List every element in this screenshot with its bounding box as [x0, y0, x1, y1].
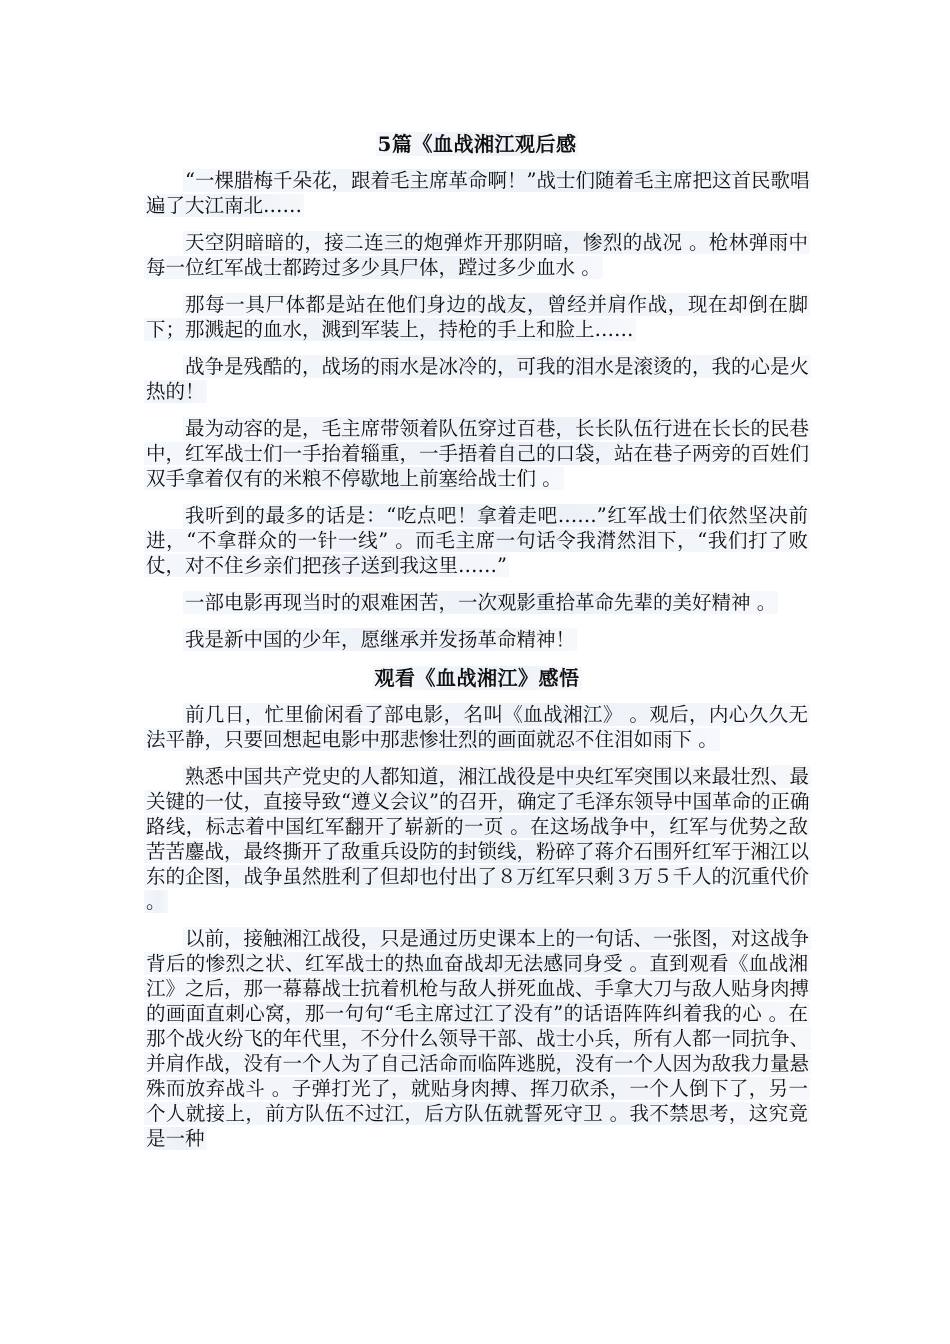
paragraph: 最为动容的是，毛主席带领着队伍穿过百巷，长长队伍行进在长长的民巷中，红军战士们一手抬着辎重，一手捂着自己的口袋，站在巷子两旁的百姓们双手拿着仅有的米粮不停歇地上前塞给战士们 。 [146, 417, 810, 490]
paragraph: “一棵腊梅千朵花，跟着毛主席革命啊！”战士们随着毛主席把这首民歌唱遍了大江南北…… [146, 169, 810, 217]
section-heading: 观看《血战湘江》感悟 [374, 666, 580, 690]
paragraph: 一部电影再现当时的艰难困苦，一次观影重拾革命先辈的美好精神 。 [185, 591, 777, 614]
paragraph: 以前，接触湘江战役，只是通过历史课本上的一句话、一张图，对这战争背后的惨烈之状、红军战士的热血奋战却无法感同身受 。直到观看《血战湘江》之后，那一幕幕战士抗着机枪与敌人拼死血战、手拿大刀与敌人贴身肉搏的画面直刺心窝，那一句句“毛主席过江了没有”的话语阵阵纠着我的心 。在那个战火纷飞的年代里，不分什么领导干部、战士小兵，所有人都一同抗争、并肩作战，没有一个人为了自己活命而临阵逃脱，没有一个人因为敌我力量悬殊而放弃战斗 。子弹打光了，就贴身肉搏、挥刀砍杀，一个人倒下了，另一个人就接上，前方队伍不过江，后方队伍就誓死守卫 。我不禁思考，这究竟是一种 [146, 927, 810, 1150]
paragraph: 那每一具尸体都是站在他们身边的战友，曾经并肩作战，现在却倒在脚下；那溅起的血水，溅到军装上，持枪的手上和脸上…… [146, 293, 808, 341]
paragraph: 前几日，忙里偷闲看了部电影，名叫《血战湘江》 。观后，内心久久无法平静，只要回想起电影中那悲惨壮烈的画面就忍不住泪如雨下 。 [146, 703, 808, 751]
document-title: 5篇《血战湘江观后感 [377, 132, 577, 156]
paragraph: 战争是残酷的，战场的雨水是冰冷的，可我的泪水是滚烫的，我的心是火热的！ [146, 355, 810, 403]
paragraph: 天空阴暗暗的，接二连三的炮弹炸开那阴暗，惨烈的战况 。枪林弹雨中每一位红军战士都跨过多少具尸体，蹚过多少血水 。 [146, 231, 808, 279]
paragraph: 我是新中国的少年，愿继承并发扬革命精神！ [185, 628, 576, 651]
paragraph: 我听到的最多的话是：“吃点吧！拿着走吧……”红军战士们依然坚决前进，“不拿群众的一针一线” 。而毛主席一句话令我潸然泪下，“我们打了败仗，对不住乡亲们把孩子送到我这里……” [146, 504, 808, 577]
paragraph: 熟悉中国共产党史的人都知道，湘江战役是中央红军突围以来最壮烈、最关键的一仗，直接导致“遵义会议”的召开，确定了毛泽东领导中国革命的正确路线，标志着中国红军翻开了崭新的一页 。在这场战争中，红军与优势之敌苦苦鏖战，最终撕开了敌重兵设防的封锁线，粉碎了蒋介石围歼红军于湘江以东的企图，战争虽然胜利了但却也付出了８万红军只剩３万５千人的沉重代价 。 [146, 765, 810, 913]
document-body [144, 130, 810, 1163]
